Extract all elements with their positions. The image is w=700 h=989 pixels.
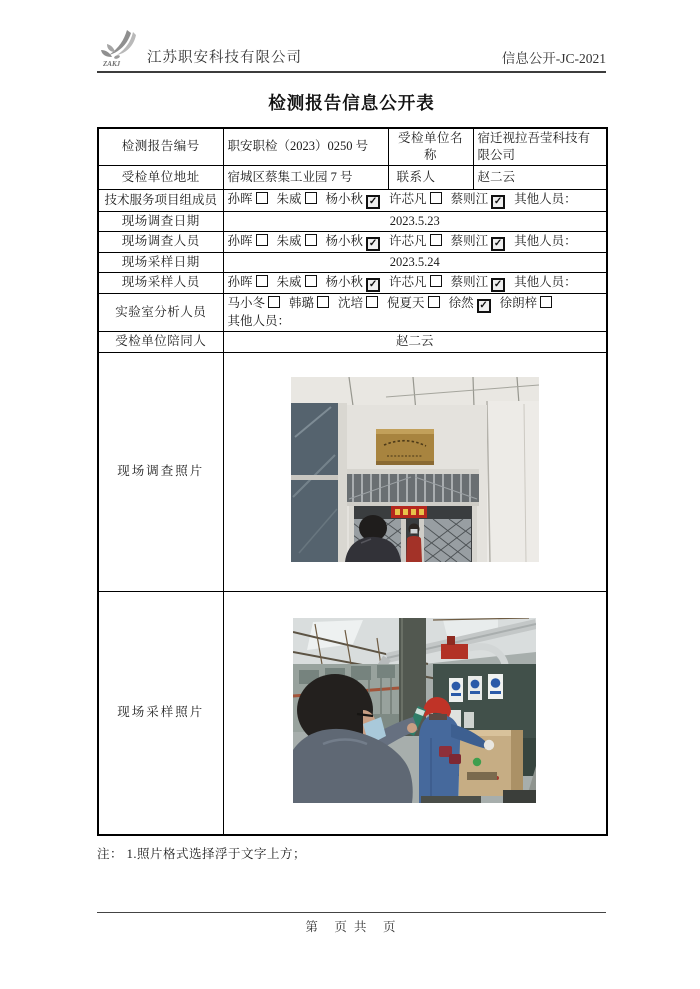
escort-label: 受检单位陪同人 (98, 331, 223, 352)
escort-value: 赵二云 (223, 331, 607, 352)
staff-option-name: 徐然 (448, 295, 474, 310)
staff-option (451, 233, 506, 251)
report-no-value: 职安职检（2023）0250 号 (223, 128, 388, 165)
staff-option-name: 朱威 (276, 274, 302, 289)
checkbox-unchecked-icon[interactable] (430, 192, 442, 204)
other-staff-label: 其他人员： (514, 192, 577, 207)
checkbox-unchecked-icon[interactable] (256, 192, 268, 204)
staff-option-name: 朱威 (276, 192, 302, 207)
survey-date-value: 2023.5.23 (223, 211, 607, 231)
checkbox-unchecked-icon[interactable] (256, 275, 268, 287)
staff-option (326, 274, 381, 292)
staff-option-name: 许芯凡 (389, 274, 427, 289)
staff-option (228, 233, 268, 250)
checkbox-unchecked-icon[interactable] (256, 234, 268, 246)
lab-staff-group (228, 295, 603, 313)
company-name: 江苏职安科技有限公司 (147, 50, 302, 66)
checkbox-checked-icon[interactable]: ✓ (366, 237, 380, 251)
staff-option-name: 蔡则江 (450, 192, 489, 207)
table-row (98, 231, 607, 252)
staff-option (228, 191, 268, 208)
team-label: 技术服务项目组成员 (98, 189, 223, 211)
sampling-staff-label: 现场采样人员 (98, 272, 223, 293)
checkbox-checked-icon[interactable]: ✓ (491, 195, 505, 209)
page-header (97, 0, 606, 73)
checkbox-unchecked-icon[interactable] (430, 234, 442, 246)
table-row (98, 331, 607, 352)
checkbox-checked-icon[interactable]: ✓ (477, 299, 491, 313)
checkbox-unchecked-icon[interactable] (305, 234, 317, 246)
page-title: 检测报告信息公开表 (268, 93, 435, 113)
checkbox-unchecked-icon[interactable] (430, 275, 442, 287)
survey-staff-label: 现场调查人员 (98, 231, 223, 252)
survey-date-label: 现场调查日期 (98, 211, 223, 231)
page-footer (97, 912, 606, 935)
report-no-label: 检测报告编号 (98, 128, 223, 165)
team-members-group (228, 192, 515, 206)
staff-option-name: 蔡则江 (450, 233, 489, 248)
staff-option (277, 233, 317, 250)
checkbox-unchecked-icon[interactable] (268, 296, 280, 308)
survey-staff-cell (223, 231, 607, 252)
staff-option-name: 许芯凡 (389, 192, 427, 207)
staff-option-name: 沈培 (338, 295, 364, 310)
staff-option (451, 191, 506, 209)
staff-option (228, 274, 268, 291)
checkbox-unchecked-icon[interactable] (305, 192, 317, 204)
staff-option (289, 295, 329, 312)
staff-option-name: 孙晖 (227, 192, 253, 207)
staff-option-name: 韩璐 (289, 295, 315, 310)
site-survey-photo (291, 377, 539, 562)
staff-option (277, 274, 317, 291)
client-name-value: 宿迁视拉吾莹科技有限公司 (473, 128, 607, 165)
staff-option-name: 孙晖 (227, 233, 253, 248)
footnote: 注： 1.照片格式选择浮于文字上方； (97, 847, 307, 861)
client-addr-value: 宿城区蔡集工业园 7 号 (223, 165, 388, 189)
table-row (98, 591, 607, 835)
checkbox-unchecked-icon[interactable] (366, 296, 378, 308)
other-staff-label: 其他人员： (227, 313, 291, 328)
table-row (98, 128, 607, 165)
contact-label: 联系人 (388, 165, 473, 189)
team-members-cell (223, 189, 607, 211)
table-row (98, 189, 607, 211)
table-row (98, 352, 607, 591)
staff-option (228, 295, 281, 312)
lab-staff-cell (223, 293, 607, 331)
staff-option (326, 233, 381, 251)
table-row (98, 293, 607, 331)
staff-option (338, 295, 378, 312)
survey-staff-group (228, 234, 515, 248)
staff-option (449, 295, 491, 313)
checkbox-unchecked-icon[interactable] (305, 275, 317, 287)
other-staff-label: 其他人员： (514, 274, 577, 289)
survey-photo-cell (223, 352, 607, 591)
lab-staff-label: 实验室分析人员 (98, 293, 223, 331)
table-row (98, 252, 607, 272)
staff-option-name: 许芯凡 (389, 233, 427, 248)
staff-option (389, 233, 442, 250)
staff-option (387, 295, 440, 312)
other-staff-label: 其他人员： (514, 233, 577, 248)
staff-option-name: 倪夏天 (387, 295, 425, 310)
sampling-photo-cell (223, 591, 607, 835)
table-row (98, 272, 607, 293)
staff-option-name: 徐朗梓 (499, 295, 538, 310)
sampling-staff-group (228, 275, 515, 289)
client-addr-label: 受检单位地址 (98, 165, 223, 189)
checkbox-unchecked-icon[interactable] (428, 296, 440, 308)
sampling-date-label: 现场采样日期 (98, 252, 223, 272)
sampling-staff-cell (223, 272, 607, 293)
survey-photo-label: 现场调查照片 (98, 352, 223, 591)
footer-divider (97, 912, 606, 913)
company-logo-icon (97, 28, 145, 68)
page-number-text: 第 页 共 页 (305, 920, 398, 934)
table-row (98, 211, 607, 231)
staff-option (389, 274, 442, 291)
staff-option-name: 蔡则江 (450, 274, 489, 289)
checkbox-checked-icon[interactable]: ✓ (366, 278, 380, 292)
table-row (98, 165, 607, 189)
disclosure-table (97, 127, 608, 836)
staff-option-name: 杨小秋 (325, 192, 364, 207)
sampling-date-value: 2023.5.24 (223, 252, 607, 272)
staff-option-name: 孙晖 (227, 274, 253, 289)
staff-option (451, 274, 506, 292)
client-name-label: 受检单位名称 (388, 128, 473, 165)
staff-option (389, 191, 442, 208)
sampling-photo-label: 现场采样照片 (98, 591, 223, 835)
checkbox-checked-icon[interactable]: ✓ (491, 237, 505, 251)
staff-option-name: 朱威 (276, 233, 302, 248)
checkbox-checked-icon[interactable]: ✓ (491, 278, 505, 292)
doc-code: 信息公开-JC-2021 (501, 51, 606, 66)
staff-option (500, 295, 553, 312)
contact-value: 赵二云 (473, 165, 607, 189)
checkbox-checked-icon[interactable]: ✓ (366, 195, 380, 209)
checkbox-unchecked-icon[interactable] (540, 296, 552, 308)
staff-option (326, 191, 381, 209)
staff-option-name: 杨小秋 (325, 233, 364, 248)
site-sampling-photo (293, 618, 536, 803)
checkbox-unchecked-icon[interactable] (317, 296, 329, 308)
staff-option-name: 马小冬 (227, 295, 266, 310)
logo-text: ZAKJ (103, 60, 121, 68)
staff-option (277, 191, 317, 208)
staff-option-name: 杨小秋 (325, 274, 364, 289)
